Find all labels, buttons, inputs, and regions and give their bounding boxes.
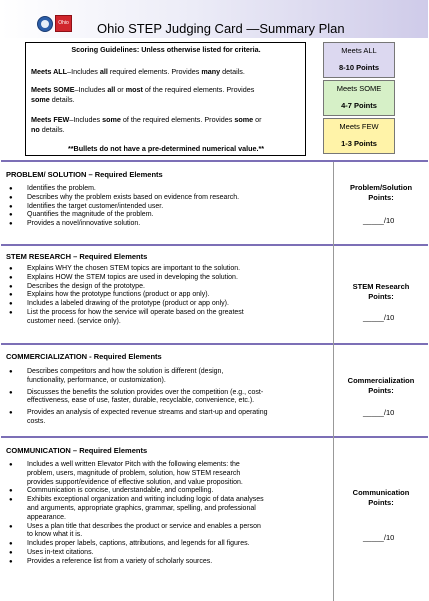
problem-solution-list [9,185,239,229]
list-item: ● Identifies the problem. [9,185,239,194]
list-item: ● Uses a plan title that describes the product or service and enables a person [9,523,264,532]
list-item-continuation: to know what it is. [27,531,83,539]
section-divider [1,343,428,345]
stem-research-score-field[interactable]: _____/10 [363,313,395,322]
list-item: ● Identifies the target customer/intended user. [9,203,239,212]
list-item: ● Exhibits exceptional organization and writing including logic of data analyses [9,496,264,505]
list-item: ● Communication is concise, understandable, and compelling. [9,487,264,496]
list-item: ● Describes why the problem exists based on evidence from research. [9,194,239,203]
list-item-continuation: costs. [27,417,46,425]
commercialization-heading: COMMERCIALIZATION - Required Elements [6,352,162,361]
list-item-continuation: functionality, performance, or customization). [27,376,166,384]
list-item-continuation: and arguments, appropriate graphics, grammar, spelling, and professional [27,504,256,512]
judging-card [1,0,428,601]
communication-heading: COMMUNICATION – Required Elements [6,446,148,455]
scoring-guidelines-box [25,42,306,156]
list-item: ● Includes a well written Elevator Pitch with the following elements: the [9,461,264,470]
list-item: ● Explains how the prototype functions (product or app only). [9,291,244,300]
stem-research-list [9,265,244,327]
communication-points-label: Communication Points: [352,488,410,507]
meets-few-line: Meets FEW–Includes some of the required elements. Provides some or no details. [31,115,262,134]
communication-list [9,461,264,567]
stem-research-heading: STEM RESEARCH – Required Elements [6,252,148,261]
commercialization-points-label: Commercialization Points: [347,376,415,395]
commercialization-list [9,368,267,427]
commercialization-score-field[interactable]: _____/10 [363,408,395,417]
section-divider [1,244,428,246]
ohio-logo: Ohio [55,15,72,32]
problem-solution-heading: PROBLEM/ SOLUTION – Required Elements [6,170,163,179]
points-box-label: Meets ALL [341,46,377,55]
points-box-label: Meets FEW [339,122,379,131]
list-item-continuation: effectiveness, ease of use, faster, durable, recyclable, convenience, etc.). [27,397,255,405]
guidelines-heading: Scoring Guidelines: Unless otherwise listed for criteria. [71,45,261,54]
section-divider [1,160,428,162]
list-item-continuation: provides support/evidence of effective solution, and value proposition. [27,478,243,486]
list-item-continuation: customer need. (service only). [27,317,121,325]
problem-solution-score-field[interactable]: _____/10 [363,216,395,225]
list-item: ● Provides a reference list from a variety of scholarly sources. [9,558,264,567]
points-box-range: 1-3 Points [341,139,377,148]
points-box-few [323,118,395,154]
list-item: ● Includes proper labels, captions, attributions, and legends for all figures. [9,540,264,549]
list-item: ● Quantifies the magnitude of the problem. [9,211,239,220]
points-box-label: Meets SOME [336,84,382,93]
list-item: ● Provides a novel/innovative solution. [9,220,239,229]
points-box-all [323,42,395,78]
list-item: ● List the process for how the service will operate based on the greatest [9,309,244,318]
ohio-stem-seal-logo [37,16,53,32]
list-item: ● Discusses the benefits the solution provides over the competition (e.g., cost- [9,389,267,398]
list-item: ● Uses in-text citations. [9,549,264,558]
meets-all-line: Meets ALL–Includes all required elements. Provides many details. [31,67,245,76]
list-item: ● Describes the design of the prototype. [9,283,244,292]
header-bar [1,0,428,38]
page-title: Ohio STEP Judging Card —Summary Plan [97,21,345,36]
list-item: ● Provides an analysis of expected revenue streams and start-up and operating [9,409,267,418]
guidelines-note: **Bullets do not have a pre-determined numerical value.** [67,144,265,153]
list-item: ● Includes a labeled drawing of the prototype (product or app only). [9,300,244,309]
meets-some-line: Meets SOME–Includes all or most of the required elements. Provides some details. [31,85,255,104]
list-item-continuation: problem, users, magnitude of problem, solution, how STEM research [27,469,241,477]
section-divider [1,436,428,438]
communication-score-field[interactable]: _____/10 [363,533,395,542]
points-box-range: 4-7 Points [341,101,377,110]
points-box-some [323,80,395,116]
list-item: ● Describes competitors and how the solution is different (design, [9,368,267,377]
problem-solution-points-label: Problem/Solution Points: [349,183,413,202]
list-item-continuation: appearance. [27,513,66,521]
points-box-range: 8-10 Points [338,63,379,72]
list-item: ● Explains HOW the STEM topics are used in developing the solution. [9,274,244,283]
stem-research-points-label: STEM Research Points: [352,282,410,301]
list-item: ● Explains WHY the chosen STEM topics are important to the solution. [9,265,244,274]
